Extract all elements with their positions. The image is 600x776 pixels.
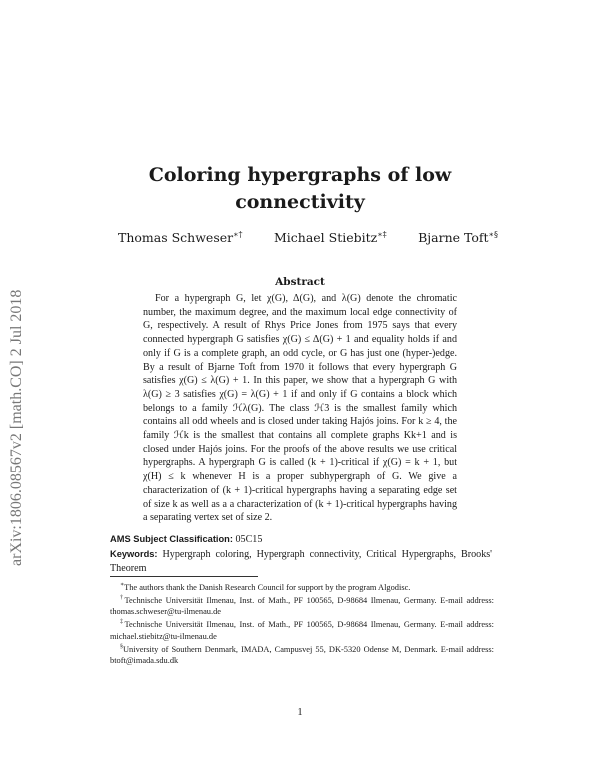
author-marks: ∗‡ — [377, 230, 387, 239]
author — [418, 230, 498, 245]
footnote-text: University of Southern Denmark, IMADA, Campusvej 55, DK-5320 Odense M, Denmark. E-mail address: btoft@imada.sdu.dk — [110, 644, 494, 665]
footnotes — [110, 580, 494, 666]
msc-line — [110, 534, 500, 545]
footnote — [110, 593, 494, 617]
keywords-line — [110, 548, 492, 575]
msc-value: 05C15 — [235, 534, 263, 545]
author-marks: ∗§ — [488, 230, 498, 239]
author — [118, 230, 243, 245]
msc-label: AMS Subject Classification: — [110, 534, 233, 544]
author-name: Thomas Schweser — [118, 230, 234, 246]
paper-title: Coloring hypergraphs of low connectivity — [148, 164, 452, 213]
footnote — [110, 642, 494, 666]
author-marks: ∗† — [233, 230, 243, 239]
footnote-mark: ‡ — [120, 619, 125, 626]
author-name: Bjarne Toft — [418, 230, 489, 246]
author-list — [118, 230, 498, 245]
footnote-rule — [110, 576, 258, 577]
author-name: Michael Stiebitz — [273, 230, 378, 246]
arxiv-stamp: arXiv:1806.08567v2 [math.CO] 2 Jul 2018 — [8, 289, 25, 566]
footnote-text: Technische Universität Ilmenau, Inst. of Math., PF 100565, D-98684 Ilmenau, Germany. E-mail address: thomas.schweser@tu-ilmenau.de — [110, 595, 494, 617]
footnote — [110, 580, 494, 593]
footnote — [110, 617, 494, 641]
footnote-mark: § — [120, 643, 123, 650]
footnote-text: The authors thank the Danish Research Council for support by the program Algodisc. — [124, 582, 411, 592]
page-number: 1 — [297, 707, 303, 718]
footnote-mark: † — [120, 595, 125, 602]
author — [274, 230, 387, 245]
abstract-text: For a hypergraph G, let χ(G), Δ(G), and λ(G) denote the chromatic number, the maximum degree, and the maximum local edge connectivity of G, respectively. A result of Rhys Price Jones from 1975 says that every connected hypergraph G satisfies χ(G) ≤ Δ(G) + 1 and equality holds if and only if G is a complete graph, an odd cycle, or G has just one (hyper-)edge. By a result of Bjarne Toft from 1970 it follows that every hypergraph G satisfies χ(G) ≤ λ(G) + 1. In this paper, we show that a hypergraph G with λ(G) ≥ 3 satisfies χ(G) = λ(G) + 1 if and only if G contains a block which belongs to a family ℋλ(G). The class ℋ3 is the smallest family which contains all odd wheels and is closed under taking Hajós joins. For k ≥ 4, the family ℋk is the smallest that contains all complete graphs Kk+1 and is closed under Hajós joins. For the proofs of the above results we use critical hypergraphs. A hypergraph G is called (k + 1)-critical if χ(G) = k + 1, but χ(H) ≤ k whenever H is a proper subhypergraph of G. We give a characterization of (k + 1)-critical hypergraphs having a separating edge set of size k as well as a a characterization of (k + 1)-critical hypergraphs having a separating vertex set of size 2. — [143, 293, 457, 524]
keywords-value: Hypergraph coloring, Hypergraph connectivity, Critical Hypergraphs, Brooks' Theorem — [110, 549, 492, 574]
keywords-label: Keywords: — [110, 549, 158, 559]
footnote-mark: ∗ — [120, 582, 125, 588]
footnote-text: Technische Universität Ilmenau, Inst. of Math., PF 100565, D-98684 Ilmenau, Germany. E-mail address: michael.stiebitz@tu-ilmenau.de — [110, 620, 494, 641]
abstract-heading: Abstract — [275, 276, 325, 288]
